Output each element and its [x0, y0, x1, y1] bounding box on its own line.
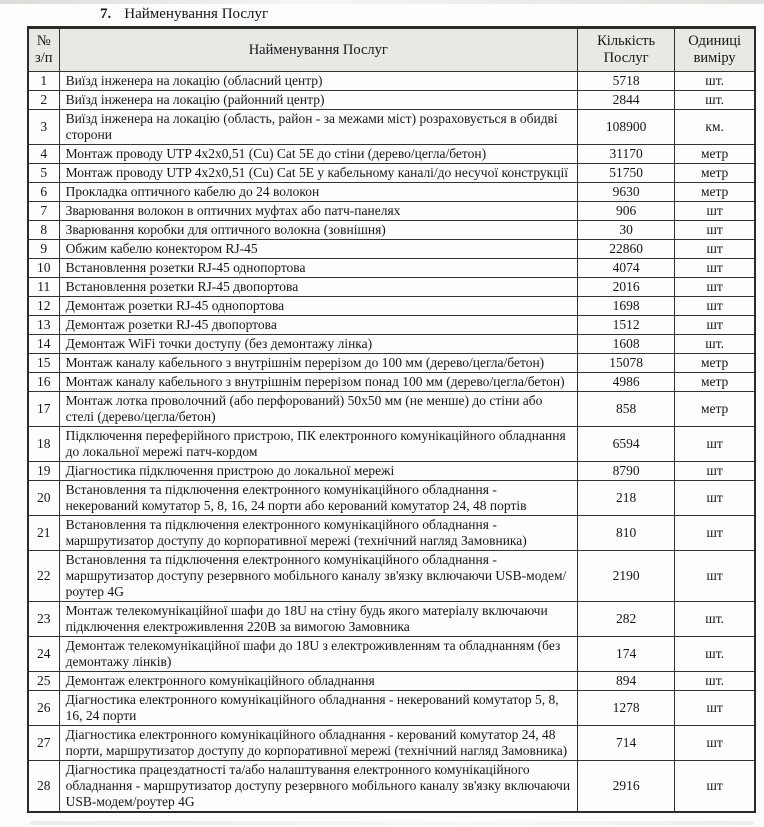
column-header-num: № з/п	[28, 28, 59, 72]
table-row	[28, 145, 755, 164]
table-row	[28, 637, 755, 672]
row-number-cell: 1	[28, 72, 59, 91]
table-row	[28, 91, 755, 110]
unit-cell: шт	[675, 726, 755, 761]
quantity-cell: 714	[578, 726, 675, 761]
row-number-cell: 22	[28, 551, 59, 602]
quantity-cell: 174	[578, 637, 675, 672]
row-number-cell: 25	[28, 672, 59, 691]
service-name-cell: Виїзд інженера на локацію (обласний центр)	[59, 72, 577, 91]
table-row	[28, 240, 755, 259]
row-number-cell: 6	[28, 183, 59, 202]
table-row	[28, 72, 755, 91]
service-name-cell: Встановлення розетки RJ-45 двопортова	[59, 278, 577, 297]
row-number-cell: 5	[28, 164, 59, 183]
unit-cell: шт	[675, 316, 755, 335]
service-name-cell: Демонтаж телекомунікаційної шафи до 18U з електроживленням та обладнанням (без демонтажу лінків)	[59, 637, 577, 672]
services-table	[27, 26, 756, 813]
row-number-cell: 3	[28, 110, 59, 145]
service-name-cell: Демонтаж розетки RJ-45 однопортова	[59, 297, 577, 316]
table-row	[28, 551, 755, 602]
service-name-cell: Обжим кабелю конектором RJ-45	[59, 240, 577, 259]
quantity-cell: 6594	[578, 427, 675, 462]
quantity-cell: 51750	[578, 164, 675, 183]
row-number-cell: 15	[28, 354, 59, 373]
quantity-cell: 1278	[578, 691, 675, 726]
service-name-cell: Встановлення та підключення електронного комунікаційного обладнання - маршрутизатор доступу резервного мобільного каналу зв'язку включаючи USB-модем/роутер 4G	[59, 551, 577, 602]
quantity-cell: 31170	[578, 145, 675, 164]
service-name-cell: Монтаж лотка проволочний (або перфорований) 50х50 мм (не менше) до стіни або стелі (дерево/цегла/бетон)	[59, 392, 577, 427]
quantity-cell: 218	[578, 481, 675, 516]
unit-cell: шт	[675, 278, 755, 297]
quantity-cell: 4986	[578, 373, 675, 392]
row-number-cell: 13	[28, 316, 59, 335]
table-row	[28, 202, 755, 221]
quantity-cell: 22860	[578, 240, 675, 259]
service-name-cell: Виїзд інженера на локацію (область, район - за межами міст) розраховується в обидві сторони	[59, 110, 577, 145]
service-name-cell: Прокладка оптичного кабелю до 24 волокон	[59, 183, 577, 202]
quantity-cell: 2190	[578, 551, 675, 602]
scan-artifact-bottom	[30, 821, 754, 825]
unit-cell: шт	[675, 202, 755, 221]
service-name-cell: Монтаж проводу UTP 4х2х0,51 (Cu) Cat 5E до стіни (дерево/цегла/бетон)	[59, 145, 577, 164]
service-name-cell: Діагностика підключення пристрою до локальної мережі	[59, 462, 577, 481]
quantity-cell: 1608	[578, 335, 675, 354]
unit-cell: км.	[675, 110, 755, 145]
service-name-cell: Монтаж каналу кабельного з внутрішнім перерізом понад 100 мм (дерево/цегла/бетон)	[59, 373, 577, 392]
row-number-cell: 14	[28, 335, 59, 354]
service-name-cell: Встановлення розетки RJ-45 однопортова	[59, 259, 577, 278]
quantity-cell: 1512	[578, 316, 675, 335]
row-number-cell: 23	[28, 602, 59, 637]
quantity-cell: 894	[578, 672, 675, 691]
column-header-qty: Кількість Послуг	[578, 28, 675, 72]
table-row	[28, 691, 755, 726]
quantity-cell: 858	[578, 392, 675, 427]
service-name-cell: Демонтаж електронного комунікаційного обладнання	[59, 672, 577, 691]
unit-cell: шт.	[675, 637, 755, 672]
table-row	[28, 297, 755, 316]
quantity-cell: 8790	[578, 462, 675, 481]
row-number-cell: 24	[28, 637, 59, 672]
quantity-cell: 810	[578, 516, 675, 551]
unit-cell: шт	[675, 481, 755, 516]
section-title: Найменування Послуг	[124, 6, 269, 22]
quantity-cell: 906	[578, 202, 675, 221]
table-row	[28, 516, 755, 551]
unit-cell: шт	[675, 427, 755, 462]
service-name-cell: Зварювання коробки для оптичного волокна (зовнішня)	[59, 221, 577, 240]
table-header-row	[28, 28, 755, 72]
row-number-cell: 11	[28, 278, 59, 297]
table-row	[28, 427, 755, 462]
service-name-cell: Демонтаж розетки RJ-45 двопортова	[59, 316, 577, 335]
row-number-cell: 19	[28, 462, 59, 481]
table-row	[28, 221, 755, 240]
row-number-cell: 9	[28, 240, 59, 259]
row-number-cell: 27	[28, 726, 59, 761]
table-row	[28, 602, 755, 637]
unit-cell: шт	[675, 221, 755, 240]
quantity-cell: 108900	[578, 110, 675, 145]
row-number-cell: 8	[28, 221, 59, 240]
quantity-cell: 2916	[578, 761, 675, 813]
service-name-cell: Встановлення та підключення електронного комунікаційного обладнання - маршрутизатор доступу до корпоративної мережі (технічний нагляд Замовника)	[59, 516, 577, 551]
unit-cell: метр	[675, 392, 755, 427]
unit-cell: метр	[675, 354, 755, 373]
quantity-cell: 9630	[578, 183, 675, 202]
row-number-cell: 17	[28, 392, 59, 427]
unit-cell: шт	[675, 691, 755, 726]
unit-cell: шт.	[675, 672, 755, 691]
row-number-cell: 26	[28, 691, 59, 726]
row-number-cell: 18	[28, 427, 59, 462]
quantity-cell: 4074	[578, 259, 675, 278]
column-header-unit: Одиниці виміру	[675, 28, 755, 72]
quantity-cell: 5718	[578, 72, 675, 91]
row-number-cell: 12	[28, 297, 59, 316]
table-row	[28, 392, 755, 427]
table-row	[28, 259, 755, 278]
quantity-cell: 2016	[578, 278, 675, 297]
row-number-cell: 21	[28, 516, 59, 551]
table-row	[28, 164, 755, 183]
unit-cell: метр	[675, 145, 755, 164]
row-number-cell: 16	[28, 373, 59, 392]
table-row	[28, 354, 755, 373]
service-name-cell: Монтаж проводу UTP 4х2х0,51 (Cu) Cat 5E у кабельному каналі/до несучої конструкції	[59, 164, 577, 183]
table-row	[28, 726, 755, 761]
service-name-cell: Діагностика електронного комунікаційного обладнання - некерований комутатор 5, 8, 16, 24 порти	[59, 691, 577, 726]
row-number-cell: 2	[28, 91, 59, 110]
unit-cell: шт	[675, 240, 755, 259]
table-row	[28, 183, 755, 202]
quantity-cell: 15078	[578, 354, 675, 373]
quantity-cell: 30	[578, 221, 675, 240]
service-name-cell: Встановлення та підключення електронного комунікаційного обладнання - некерований комутатор 5, 8, 16, 24 порти або керований комутатор 24, 48 портів	[59, 481, 577, 516]
row-number-cell: 10	[28, 259, 59, 278]
table-row	[28, 462, 755, 481]
table-row	[28, 335, 755, 354]
row-number-cell: 28	[28, 761, 59, 813]
row-number-cell: 20	[28, 481, 59, 516]
service-name-cell: Діагностика працездатності та/або налаштування електронного комунікаційного обладнання - маршрутизатор доступу резервного мобільного каналу зв'язку включаючи USB-модем/роутер 4G	[59, 761, 577, 813]
service-name-cell: Монтаж телекомунікаційної шафи до 18U на стіну будь якого матеріалу включаючи підключення електроживлення 220В за вимогою Замовника	[59, 602, 577, 637]
unit-cell: метр	[675, 164, 755, 183]
unit-cell: шт	[675, 551, 755, 602]
service-name-cell: Демонтаж WiFi точки доступу (без демонтажу лінка)	[59, 335, 577, 354]
table-row	[28, 110, 755, 145]
unit-cell: шт	[675, 516, 755, 551]
quantity-cell: 282	[578, 602, 675, 637]
quantity-cell: 1698	[578, 297, 675, 316]
unit-cell: шт.	[675, 72, 755, 91]
unit-cell: шт.	[675, 602, 755, 637]
unit-cell: шт.	[675, 91, 755, 110]
table-row	[28, 316, 755, 335]
unit-cell: шт.	[675, 335, 755, 354]
unit-cell: шт	[675, 761, 755, 813]
table-row	[28, 278, 755, 297]
service-name-cell: Монтаж каналу кабельного з внутрішнім перерізом до 100 мм (дерево/цегла/бетон)	[59, 354, 577, 373]
unit-cell: шт	[675, 297, 755, 316]
unit-cell: шт	[675, 462, 755, 481]
service-name-cell: Зварювання волокон в оптичних муфтах або патч-панелях	[59, 202, 577, 221]
table-row	[28, 373, 755, 392]
section-number: 7.	[100, 6, 112, 22]
service-name-cell: Виїзд інженера на локацію (районний центр)	[59, 91, 577, 110]
column-header-name: Найменування Послуг	[59, 28, 577, 72]
unit-cell: метр	[675, 183, 755, 202]
table-row	[28, 672, 755, 691]
section-heading	[100, 6, 759, 23]
service-name-cell: Підключення переферійного пристрою, ПК електронного комунікаційного обладнання до локальної мережі патч-кордом	[59, 427, 577, 462]
table-row	[28, 481, 755, 516]
row-number-cell: 7	[28, 202, 59, 221]
table-row	[28, 761, 755, 813]
unit-cell: шт	[675, 259, 755, 278]
service-name-cell: Діагностика електронного комунікаційного обладнання - керований комутатор 24, 48 порти, маршрутизатор доступу до корпоративної мережі (технічний нагляд Замовника)	[59, 726, 577, 761]
quantity-cell: 2844	[578, 91, 675, 110]
row-number-cell: 4	[28, 145, 59, 164]
unit-cell: метр	[675, 373, 755, 392]
